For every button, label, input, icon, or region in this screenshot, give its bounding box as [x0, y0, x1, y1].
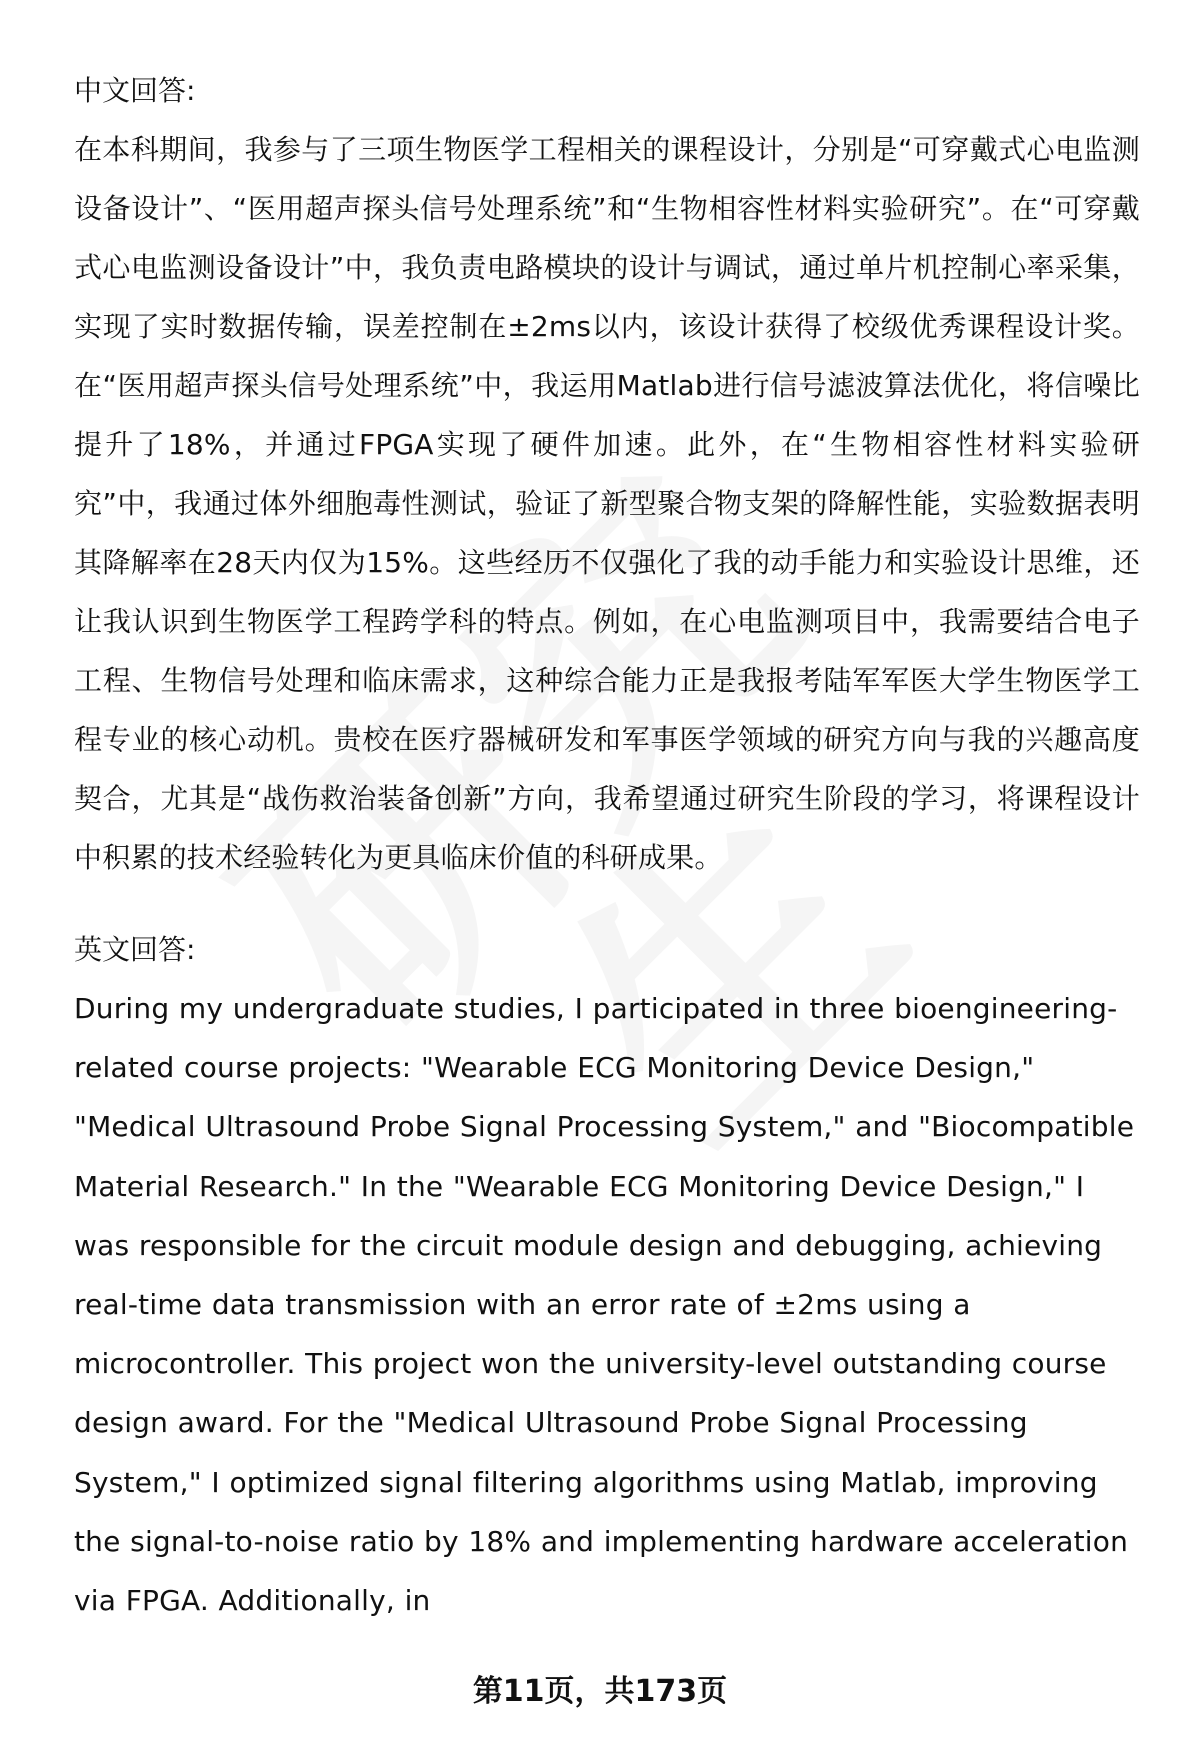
english-answer-paragraph: During my undergraduate studies, I participated in three bioengineering-related course projects: "Wearable ECG Monitoring Device Design," "Medical Ultrasound Probe Signal Processing System," and "Biocompatible Material Research." In the "Wearable ECG Monitoring Device Design," I was responsible for the circuit module design and debugging, achieving real-time data transmission with an error rate of ±2ms using a microcontroller. This project won the university-level outstanding course design award. For the "Medical Ultrasound Probe Signal Processing System," I optimized signal filtering algorithms using Matlab, improving the signal-to-noise ratio by 18% and implementing hardware acceleration via FPGA. Additionally, in [74, 992, 1135, 1618]
section-spacer [74, 887, 1140, 921]
page-number: 第11页，共173页 [472, 1674, 728, 1709]
chinese-answer-heading: 中文回答: [74, 74, 196, 107]
english-answer-heading: 英文回答: [74, 933, 196, 966]
chinese-answer-paragraph: 在本科期间，我参与了三项生物医学工程相关的课程设计，分别是“可穿戴式心电监测设备设计”、“医用超声探头信号处理系统”和“生物相容性材料实验研究”。在“可穿戴式心电监测设备设计”中，我负责电路模块的设计与调试，通过单片机控制心率采集，实现了实时数据传输，误差控制在±2ms以内，该设计获得了校级优秀课程设计奖。在“医用超声探头信号处理系统”中，我运用Matlab进行信号滤波算法优化，将信噪比提升了18%，并通过FPGA实现了硬件加速。此外，在“生物相容性材料实验研究”中，我通过体外细胞毒性测试，验证了新型聚合物支架的降解性能，实验数据表明其降解率在28天内仅为15%。这些经历不仅强化了我的动手能力和实验设计思维，还让我认识到生物医学工程跨学科的特点。例如，在心电监测项目中，我需要结合电子工程、生物信号处理和临床需求，这种综合能力正是我报考陆军军医大学生物医学工程专业的核心动机。贵校在医疗器械研发和军事医学领域的研究方向与我的兴趣高度契合，尤其是“战伤救治装备创新”方向，我希望通过研究生阶段的学习，将课程设计中积累的技术经验转化为更具临床价值的科研成果。 [74, 133, 1140, 874]
